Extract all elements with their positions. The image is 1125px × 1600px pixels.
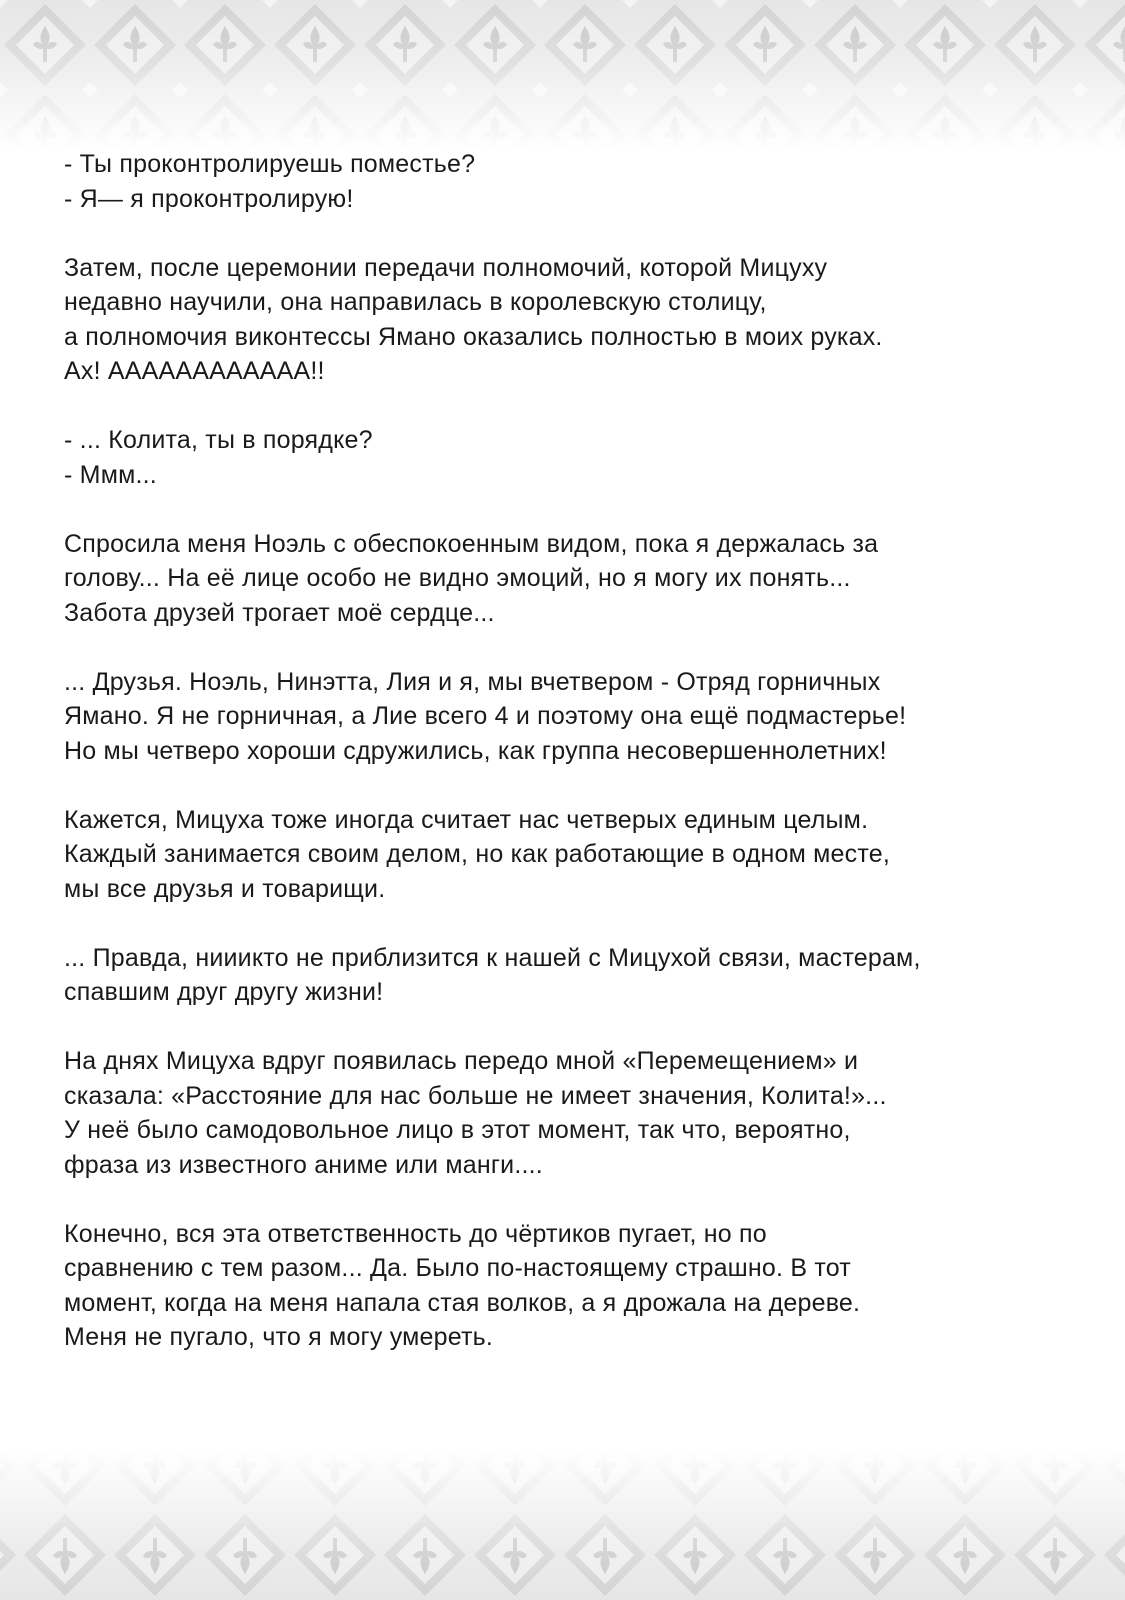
text-line: фраза из известного аниме или манги.... [64,1150,543,1179]
text-line: У неё было самодовольное лицо в этот момент, так что, вероятно, [64,1116,851,1144]
paragraph [64,251,1074,389]
text-line: Каждый занимается своим делом, но как работающие в одном месте, [64,840,890,868]
ornamental-border-bottom [0,1450,1125,1600]
paragraph [64,423,1074,492]
text-line: а полномочия виконтессы Ямано оказались полностью в моих руках. [64,322,883,351]
text-line: Кажется, Мицуха тоже иногда считает нас четверых единым целым. [64,805,869,834]
text-line: недавно научили, она направилась в королевскую столицу, [64,288,767,316]
text-line: Конечно, вся эта ответственность до чёртиков пугает, но по [64,1219,767,1248]
paragraph [64,527,1074,631]
ornamental-border-top [0,0,1125,150]
text-line: Затем, после церемонии передачи полномочий, которой Мицуху [64,253,828,282]
text-line: На днях Мицуха вдруг появилась передо мной «Перемещением» и [64,1047,859,1075]
text-line: Но мы четверо хороши сдружились, как группа несовершеннолетних! [64,736,887,765]
text-line: сравнению с тем разом... Да. Было по-настоящему страшно. В тот [64,1254,851,1282]
text-line: ... Правда, нииикто не приблизится к нашей с Мицухой связи, мастерам, [64,943,921,972]
paragraph [64,1217,1074,1355]
text-line: ... Друзья. Ноэль, Нинэтта, Лия и я, мы вчетвером - Отряд горничных [64,667,881,696]
document-text [64,147,1074,1389]
text-line: - Ты проконтролируешь поместье? [64,150,476,178]
text-line: Меня не пугало, что я могу умереть. [64,1323,494,1351]
paragraph [64,665,1074,769]
paragraph [64,803,1074,907]
text-line: Забота друзей трогает моё сердце... [64,598,495,627]
text-line: Спросила меня Ноэль с обеспокоенным видом, пока я держалась за [64,529,879,558]
paragraph [64,1044,1074,1182]
text-line: момент, когда на меня напала стая волков, а я дрожала на дереве. [64,1288,861,1317]
text-line: - ... Колита, ты в порядке? [64,426,373,454]
paragraph [64,147,1074,216]
text-line: Ах! АААААААААААА!! [64,357,325,385]
paragraph [64,941,1074,1010]
text-line: - Ммм... [64,460,157,489]
text-line: голову... На её лице особо не видно эмоций, но я могу их понять... [64,564,851,592]
text-line: Ямано. Я не горничная, а Лие всего 4 и поэтому она ещё подмастерье! [64,702,907,730]
text-line: сказала: «Расстояние для нас больше не имеет значения, Колита!»... [64,1081,887,1110]
text-line: спавшим друг другу жизни! [64,978,384,1006]
text-line: мы все друзья и товарищи. [64,874,386,903]
text-line: - Я— я проконтролирую! [64,184,354,213]
